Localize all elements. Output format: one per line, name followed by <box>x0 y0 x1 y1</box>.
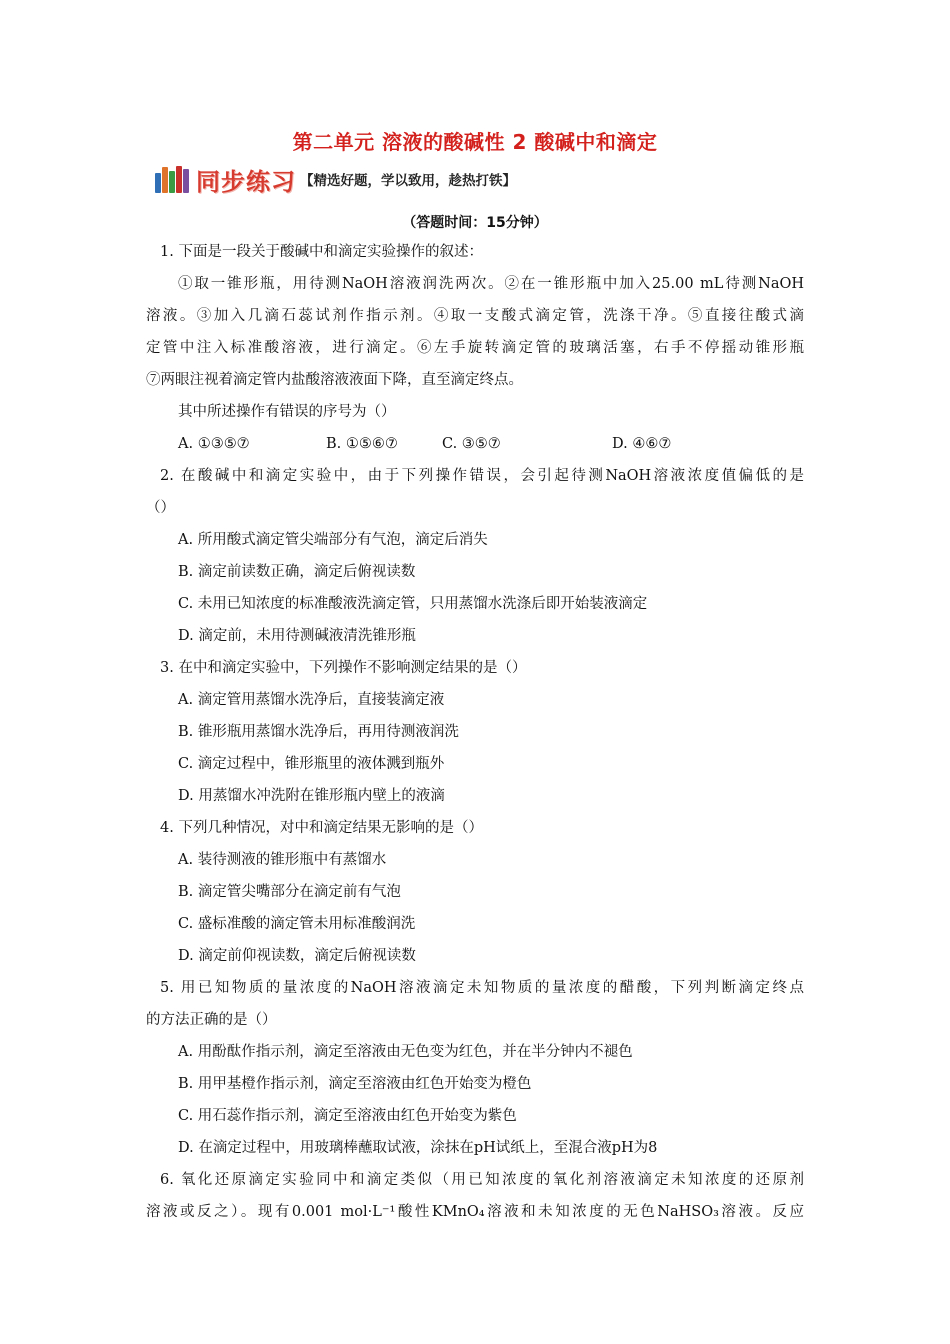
q5-stem: 5. 用已知物质的量浓度的NaOH溶液滴定未知物质的量浓度的醋酸，下列判断滴定终点 <box>160 980 804 996</box>
q4-option-b: B. 滴定管尖嘴部分在滴定前有气泡 <box>178 884 401 900</box>
q5-option-a: A. 用酚酞作指示剂，滴定至溶液由无色变为红色，并在半分钟内不褪色 <box>178 1044 633 1060</box>
q2-stem-cont: （） <box>146 500 175 516</box>
q3-option-c: C. 滴定过程中，锥形瓶里的液体溅到瓶外 <box>178 756 445 772</box>
q1-paragraph-line: ①取一锥形瓶，用待测NaOH溶液润洗两次。②在一锥形瓶中加入25.00 mL待测NaOH <box>178 276 804 292</box>
banner-subtitle: 【精选好题，学以致用，趁热打铁】 <box>300 173 516 189</box>
q2-option-a: A. 所用酸式滴定管尖端部分有气泡，滴定后消失 <box>178 532 488 548</box>
q4-option-c: C. 盛标准酸的滴定管未用标准酸润洗 <box>178 916 416 932</box>
q5-option-c: C. 用石蕊作指示剂，滴定至溶液由红色开始变为紫色 <box>178 1108 517 1124</box>
q3-stem: 3. 在中和滴定实验中，下列操作不影响测定结果的是（） <box>160 660 527 676</box>
q1-option-d: D. ④⑥⑦ <box>612 436 672 452</box>
q5-option-d: D. 在滴定过程中，用玻璃棒蘸取试液，涂抹在pH试纸上，至混合液pH为8 <box>178 1140 658 1156</box>
q5-option-b: B. 用甲基橙作指示剂，滴定至溶液由红色开始变为橙色 <box>178 1076 532 1092</box>
q1-paragraph-line: 定管中注入标准酸溶液，进行滴定。⑥左手旋转滴定管的玻璃活塞，右手不停摇动锥形瓶 <box>146 340 804 356</box>
practice-banner <box>155 162 516 196</box>
q2-option-d: D. 滴定前，未用待测碱液清洗锥形瓶 <box>178 628 416 644</box>
q2-stem: 2. 在酸碱中和滴定实验中，由于下列操作错误，会引起待测NaOH溶液浓度值偏低的是 <box>160 468 804 484</box>
q5-stem-cont: 的方法正确的是（） <box>146 1012 277 1028</box>
q4-option-d: D. 滴定前仰视读数，滴定后俯视读数 <box>178 948 416 964</box>
q1-option-a: A. ①③⑤⑦ <box>178 436 250 452</box>
q1-option-b: B. ①⑤⑥⑦ <box>326 436 398 452</box>
q1-question: 其中所述操作有错误的序号为（） <box>178 404 396 420</box>
q3-option-b: B. 锥形瓶用蒸馏水洗净后，再用待测液润洗 <box>178 724 459 740</box>
q6-stem-cont: 溶液或反之）。现有0.001 mol·L⁻¹酸性KMnO₄溶液和未知浓度的无色NaHSO₃溶液。反应 <box>146 1204 804 1220</box>
q1-option-c: C. ③⑤⑦ <box>442 436 501 452</box>
answer-time-note: （答题时间：15分钟） <box>402 215 548 231</box>
q4-stem: 4. 下列几种情况，对中和滴定结果无影响的是（） <box>160 820 483 836</box>
q1-paragraph-line: 溶液。③加入几滴石蕊试剂作指示剂。④取一支酸式滴定管，洗涤干净。⑤直接往酸式滴 <box>146 308 804 324</box>
q1-stem: 1. 下面是一段关于酸碱中和滴定实验操作的叙述： <box>160 244 483 260</box>
q6-stem: 6. 氧化还原滴定实验同中和滴定类似（用已知浓度的氧化剂溶液滴定未知浓度的还原剂 <box>160 1172 804 1188</box>
q2-option-b: B. 滴定前读数正确，滴定后俯视读数 <box>178 564 416 580</box>
banner-label: 同步练习 <box>196 167 296 196</box>
q3-option-d: D. 用蒸馏水冲洗附在锥形瓶内壁上的液滴 <box>178 788 445 804</box>
q4-option-a: A. 装待测液的锥形瓶中有蒸馏水 <box>178 852 387 868</box>
page-title: 第二单元 溶液的酸碱性 2 酸碱中和滴定 <box>292 130 658 154</box>
q1-paragraph-line: ⑦两眼注视着滴定管内盐酸溶液液面下降，直至滴定终点。 <box>146 372 523 388</box>
q3-option-a: A. 滴定管用蒸馏水洗净后，直接装滴定液 <box>178 692 445 708</box>
books-icon <box>155 165 190 193</box>
q2-option-c: C. 未用已知浓度的标准酸液洗滴定管，只用蒸馏水洗涤后即开始装液滴定 <box>178 596 648 612</box>
